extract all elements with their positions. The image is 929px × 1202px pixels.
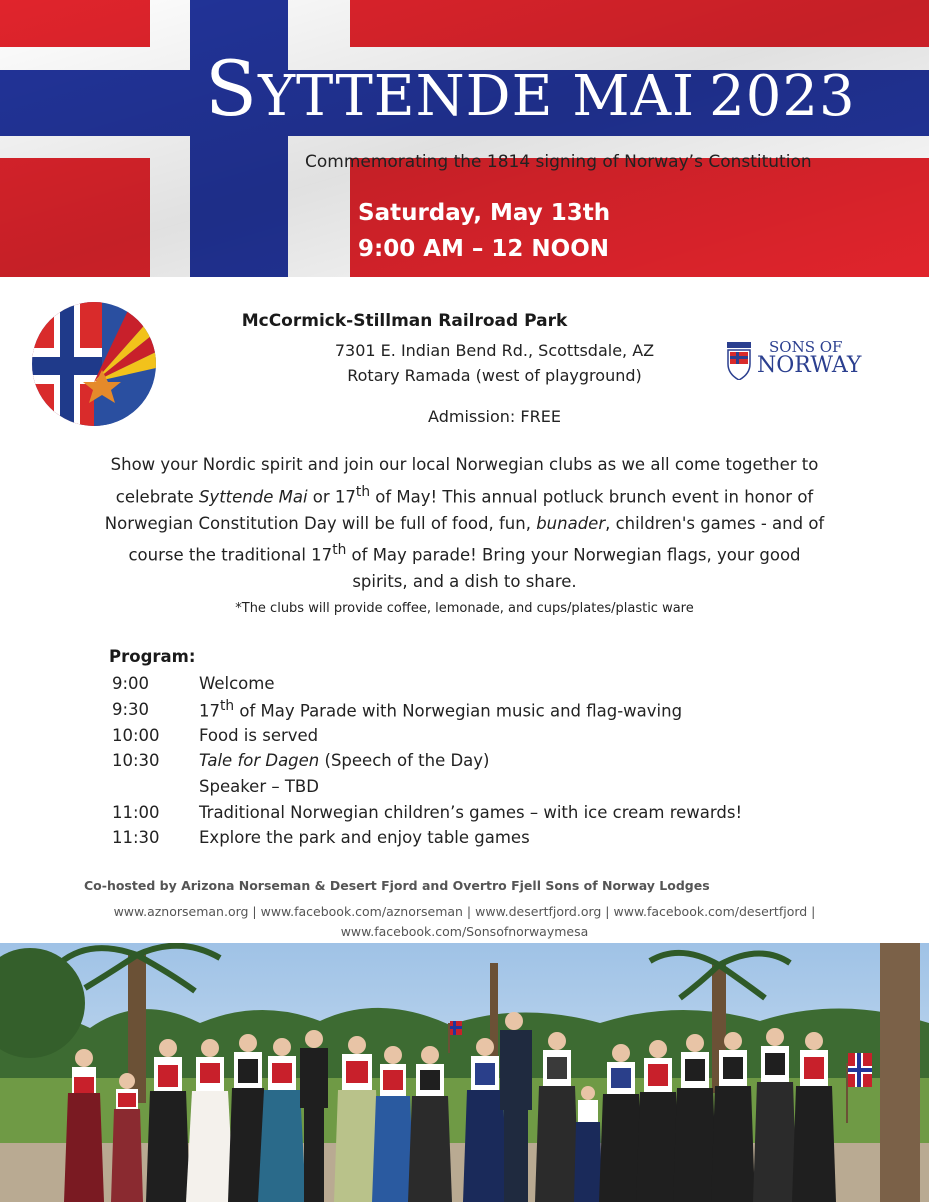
provisions-note: *The clubs will provide coffee, lemonade, and cups/plates/plastic ware [235, 601, 694, 616]
schedule-time: 11:30 [112, 828, 160, 848]
event-time: 9:00 AM – 12 NOON [358, 236, 610, 262]
title-rest: YTTENDE MAI [258, 64, 696, 129]
links-line-2: www.facebook.com/Sonsofnorwaymesa [340, 924, 589, 939]
links-line-1: www.aznorseman.org | www.facebook.com/aznorseman | www.desertfjord.org | www.facebook.com/desertfjord | [113, 904, 816, 919]
cohost-credit: Co-hosted by Arizona Norseman & Desert Fjord and Overtro Fjell Sons of Norway Lodges [84, 878, 710, 893]
schedule-row [109, 825, 829, 851]
schedule-row [109, 799, 829, 825]
program-heading: Program: [109, 647, 196, 666]
schedule-time: 9:30 [112, 700, 150, 720]
website-links [40, 902, 889, 942]
intro-text: , children's games - and of course the traditional 17 [128, 513, 825, 565]
venue-address: 7301 E. Indian Bend Rd., Scottsdale, AZ [334, 341, 655, 360]
intro-emphasis: Syttende Mai [198, 487, 308, 506]
intro-text: or 17 [307, 487, 356, 506]
schedule-time: 9:00 [112, 674, 150, 694]
schedule-event: Speaker – TBD [199, 777, 319, 797]
schedule-time: 11:00 [112, 802, 160, 822]
brand-line-2: NORWAY [757, 353, 862, 378]
header-banner [0, 0, 929, 277]
intro-text: Show your Nordic spirit and join our local Norwegian clubs as we all come together to celebrate [110, 455, 819, 506]
brand-line-1: SONS OF [769, 338, 843, 356]
schedule-event [199, 698, 682, 721]
group-photo [0, 943, 929, 1202]
event-emphasis: Tale for Dagen [199, 751, 320, 771]
ordinal-suffix: th [355, 483, 371, 500]
schedule-row [109, 774, 829, 800]
program-schedule [109, 671, 829, 851]
venue-name: McCormick-Stillman Railroad Park [241, 311, 568, 331]
schedule-row [109, 671, 829, 697]
event-title [205, 44, 856, 133]
schedule-event: Food is served [199, 725, 319, 745]
intro-paragraph [100, 452, 829, 596]
intro-text: of May! This annual potluck brunch event in honor of Norwegian Constitution Day will be full of food, fun, [104, 487, 814, 533]
schedule-event: Traditional Norwegian children’s games – with ice cream rewards! [199, 802, 743, 822]
event-text: (Speech of the Day) [319, 751, 490, 771]
schedule-event: Welcome [199, 674, 275, 694]
schedule-row [109, 748, 829, 774]
event-text: of May Parade with Norwegian music and flag-waving [234, 701, 683, 721]
intro-text: of May parade! Bring your Norwegian flags, your good spirits, and a dish to share. [346, 545, 801, 591]
title-initial: S [205, 44, 259, 133]
event-text: 17 [199, 701, 220, 721]
title-year: 2023 [709, 64, 856, 129]
schedule-time: 10:00 [112, 725, 160, 745]
schedule-event: Explore the park and enjoy table games [199, 828, 530, 848]
schedule-row [109, 697, 829, 723]
venue-location: Rotary Ramada (west of playground) [347, 366, 642, 385]
schedule-event [199, 751, 489, 770]
schedule-row [109, 722, 829, 748]
schedule-time: 10:30 [112, 751, 160, 771]
event-subtitle: Commemorating the 1814 signing of Norway’s Constitution [305, 152, 812, 172]
event-date: Saturday, May 13th [358, 200, 611, 226]
ordinal-suffix: th [220, 698, 235, 715]
intro-emphasis: bunader [536, 513, 606, 533]
group-photo-illustration [0, 943, 929, 1202]
ordinal-suffix: th [332, 542, 347, 558]
admission-info: Admission: FREE [428, 407, 561, 426]
